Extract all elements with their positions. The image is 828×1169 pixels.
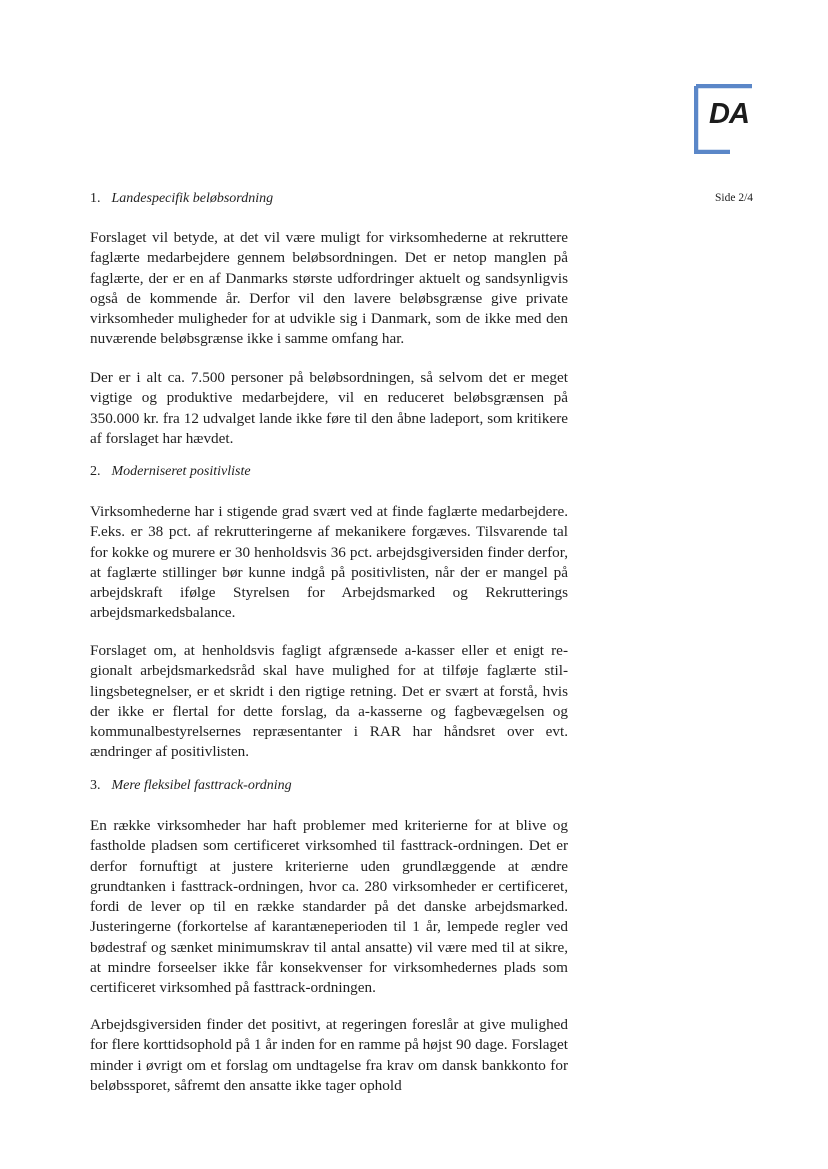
- logo-text: DA: [709, 98, 749, 130]
- paragraph: En række virksomheder har haft problemer med kriterierne for at blive og fastholde pladsen som certificeret virksomhed til fasttrack-ordningen. Det er derfor fornuftigt at justere kriterierne uden grundlæggende at ændre grundtanken i fasttrack-ordningen, hvor ca. 280 virksomheder er certificeret, fordi de lever op til en række standarder på det danske arbejdsmarked. Justeringerne (forkortelse af karantæneperioden til 1 år, lempede regler ved bødestraf og sænket minimumskrav til antal ansatte) vil være med til at sikre, at mindre forseelser ikke får konsekvenser for virksomhedernes plads som certificeret virksomhed på fasttrack-ordningen.: [90, 817, 568, 997]
- paragraph: Der er i alt ca. 7.500 personer på beløbsordningen, så selvom det er meget vigtige og produktive medarbejdere, vil en reduceret beløbsgrænsen på 350.000 kr. fra 12 udvalget lande ikke føre til den åbne ladeport, som kritikere af forslaget har hævdet.: [90, 369, 568, 447]
- paragraph: Virksomhederne har i stigende grad svært ved at finde faglærte medarbejdere. F.eks. er 38 pct. af rekrutteringerne af mekanikere forgæves. Tilsvarende tal for kokke og murere er 30 henholdsvis 36 pct. arbejdsgiversiden finder derfor, at faglærte stillinger bør kunne indgå på positivlisten, når der er mangel på arbejdskraft ifølge Styrelsen for Arbejdsmarked og Rekrutterings arbejdsmarkedsbalance.: [90, 503, 568, 622]
- paragraph: Arbejdsgiversiden finder det positivt, at regeringen foreslår at give mulighed for flere korttidsophold på 1 år inden for en ramme på højst 90 dage. Forslaget minder i øvrigt om et forslag om undtagelse fra krav om dansk bankkonto for beløbssporet, såfremt den ansatte ikke tager ophold: [90, 1016, 568, 1094]
- section-title: Mere fleksibel fasttrack-ordning: [111, 778, 292, 793]
- paragraph: Forslaget om, at henholdsvis fagligt afgrænsede a-kasser eller et enigt regionalt arbejdsmarkedsråd skal have mulighed for at tilføje faglærte stillingsbetegnelser, er et skridt i den rigtige retning. Det er svært at forstå, hvis der ikke er flertal for dette forslag, da a-kasserne og fagbevægelsen og kommunalbestyrelsernes repræsentanter i RAR har håndsret over evt. ændringer af positivlisten.: [90, 642, 568, 761]
- section-number: 1.: [90, 191, 101, 206]
- section-number: 2.: [90, 464, 101, 479]
- section-number: 3.: [90, 778, 101, 793]
- paragraph: Forslaget vil betyde, at det vil være muligt for virksomhederne at rekruttere faglærte medarbejdere gennem beløbsordningen. Det er netop manglen på faglærte, der er en af Danmarks største udfordringer aktuelt og sandsynligvis også de kommende år. Derfor vil den lavere beløbsgrænse give private virksomheder muligheder for at udvikle sig i Danmark, som de ikke med den nuværende beløbsgrænse ikke i samme omfang har.: [90, 229, 568, 348]
- page-number: Side 2/4: [715, 192, 754, 204]
- section-heading: [90, 189, 568, 209]
- da-logo: [694, 84, 758, 154]
- section-heading: [90, 776, 568, 796]
- section-title: Landespecifik beløbsordning: [111, 191, 274, 206]
- section-heading: [90, 462, 568, 482]
- section-title: Moderniseret positivliste: [111, 464, 251, 479]
